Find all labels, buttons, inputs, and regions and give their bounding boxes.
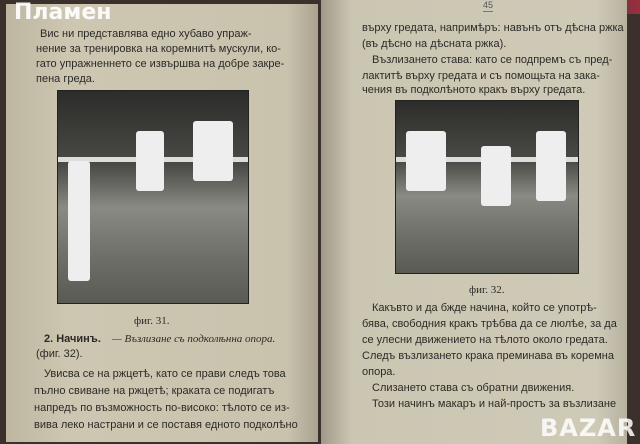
text-line: лактитѣ върху гредата и съ помощьта на зака- [362, 70, 600, 82]
gymnast [536, 131, 566, 201]
figure-32-photo [395, 100, 579, 274]
text-line: Слизането става съ обратни движения. [372, 382, 575, 394]
text-line: Вис ни представлява едно хубаво упраж- [40, 28, 252, 40]
gymnast [136, 131, 164, 191]
text-line: напредъ по възможность по-високо: тѣлото се из- [34, 402, 290, 414]
text-line: вива леко настрани и се поставя едното подколѣно [34, 419, 298, 431]
figure-reference: (фиг. 32). [36, 348, 83, 360]
section-title: — Възлизане съ подколѣнна опора. [112, 333, 276, 345]
text-line: Какъвто и да бжде начина, който се употрѣ- [372, 302, 597, 314]
text-line: (въ дѣсно на дѣсната ржка). [362, 38, 507, 50]
text-line: пълно свиване на ржцетѣ; краката се подигатъ [34, 385, 275, 397]
text-line: Възлизането става: като се подпремъ съ пред- [372, 54, 613, 66]
page-number: 45 [483, 0, 494, 10]
text-line: върху гредата, напримѣръ: навънъ отъ дѣсна ржка [362, 22, 624, 34]
figure-31-photo [57, 90, 249, 304]
gymnast [68, 161, 90, 281]
figure-31-caption: фиг. 31. [134, 315, 170, 327]
watermark-text: Пламен [14, 0, 112, 25]
section-number: 2. Начинъ. [44, 333, 101, 345]
text-line: чения въ подколѣното кракъ върху гредата. [362, 84, 586, 96]
text-line: бява, свободния кракъ трѣбва да се люлѣе, за да [362, 318, 617, 330]
text-line: се улесни движението на тѣлото около гредата. [362, 334, 608, 346]
text-line: гато упражненнето се извършва на добре закре- [36, 58, 285, 70]
text-line: пена греда. [36, 73, 95, 85]
gymnast [481, 146, 511, 206]
figure-32-caption: фиг. 32. [469, 284, 505, 296]
text-line: опора. [362, 366, 396, 378]
gymnast [406, 131, 446, 191]
text-line: Този начинъ макаръ и най-простъ за възлизане [372, 398, 617, 410]
text-line: Увисва се на ржцетѣ, като се прави следъ това [44, 368, 286, 380]
text-line: нение за тренировка на коремнитѣ мускули, ко- [36, 43, 281, 55]
gymnast [193, 121, 233, 181]
bazar-logo: BAZAR [540, 414, 637, 442]
text-line: Следъ възлизането крака преминава въ коремна [362, 350, 614, 362]
